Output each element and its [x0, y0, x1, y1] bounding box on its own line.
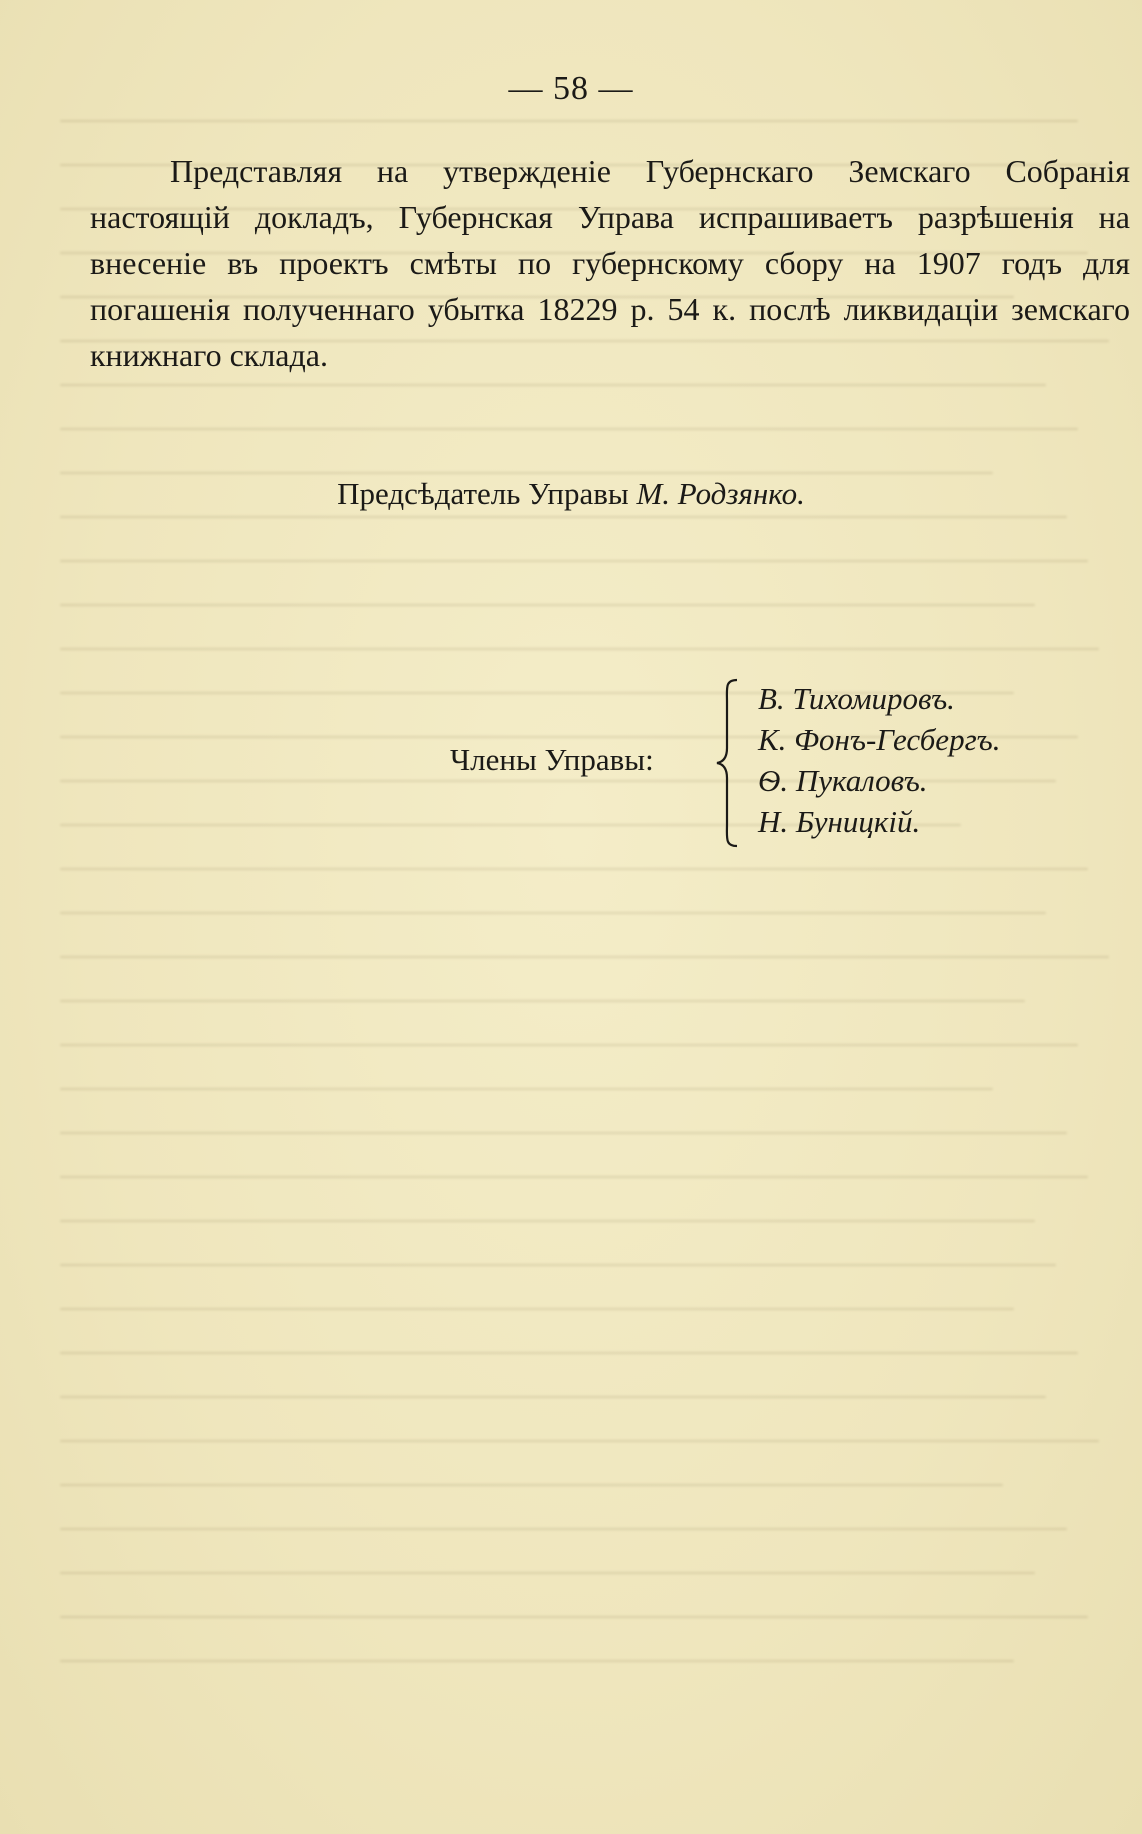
chairman-name: М. Родзянко. — [636, 476, 805, 511]
member-name: Н. Буницкій. — [758, 804, 921, 839]
members-list — [758, 678, 1058, 842]
chairman-signature-line — [0, 476, 1142, 512]
member-name: К. Фонъ-Гесбергъ. — [758, 722, 1001, 757]
members-label: Члены Управы: — [450, 742, 654, 777]
member-name: Ѳ. Пукаловъ. — [758, 763, 928, 798]
curly-brace — [715, 678, 743, 848]
chairman-title: Предсѣдатель Управы — [337, 476, 629, 511]
page-number: — 58 — — [508, 70, 634, 107]
member-name: В. Тихомировъ. — [758, 681, 955, 716]
body-paragraph: Представляя на утвержденіе Губернскаго Земскаго Собранія настоящій докладъ, Губернская Управа испрашиваетъ разрѣшенія на внесеніе въ проектъ смѣты по губернскому сбору на 1907 годъ для погашенія полученнаго убытка 18229 р. 54 к. послѣ ликвидаціи земскаго книжнаго склада. — [90, 153, 1130, 373]
